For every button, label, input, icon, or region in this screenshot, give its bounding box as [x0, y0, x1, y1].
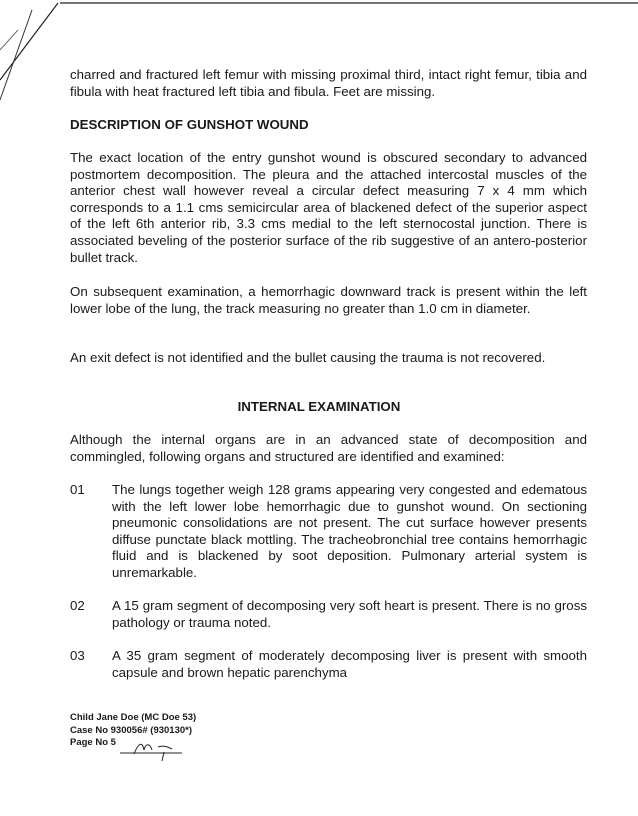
- footer-line-3: Page No 5: [70, 737, 116, 748]
- internal-examination-heading: INTERNAL EXAMINATION: [237, 399, 401, 414]
- exit-defect-paragraph: An exit defect is not identified and the bullet causing the trauma is not recovered.: [70, 350, 546, 365]
- item-number: 03: [70, 648, 85, 663]
- intro-paragraph: charred and fractured left femur with missing proximal third, intact right femur, tibia and fibula with heat fractured left tibia and fibula. Feet are missing.: [70, 67, 587, 99]
- handwritten-initials: [120, 738, 190, 762]
- footer-line-2: Case No 930056# (930130*): [70, 724, 193, 736]
- footer-line-1: Child Jane Doe (MC Doe 53): [70, 712, 197, 723]
- item-text: A 15 gram segment of decomposing very soft heart is present. There is no gross pathology or trauma noted.: [112, 598, 587, 630]
- track-paragraph: On subsequent examination, a hemorrhagic downward track is present within the left lower lobe of the lung, the track measuring no greater than 1.0 cm in diameter.: [70, 284, 587, 316]
- item-text: A 35 gram segment of moderately decomposing liver is present with smooth capsule and brown hepatic parenchyma: [112, 648, 587, 680]
- item-number: 02: [70, 598, 85, 613]
- gunshot-description-paragraph: The exact location of the entry gunshot wound is obscured secondary to advanced postmortem decomposition. The pleura and the attached intercostal muscles of the anterior chest wall however reveal a circular defect measuring 7 x 4 mm which corresponds to a 1.1 cms semicircular area of blackened defect of the superior aspect of the left 6th anterior rib, 3.3 cms medial to the left sternocostal junction. There is associated beveling of the posterior surface of the rib suggestive of an antero-posterior bullet track.: [70, 150, 587, 265]
- item-text: The lungs together weigh 128 grams appearing very congested and edematous with the left lower lobe hemorrhagic due to gunshot wound. On sectioning pneumonic consolidations are not present. The cut surface however presents diffuse punctate black mottling. The tracheobronchial tree contains hemorrhagic fluid and is blackened by soot deposition. Pulmonary arterial system is unremarkable.: [112, 482, 587, 580]
- gunshot-wound-heading: DESCRIPTION OF GUNSHOT WOUND: [70, 117, 309, 132]
- internal-intro-paragraph: Although the internal organs are in an advanced state of decomposition and commingled, following organs and structured are identified and examined:: [70, 432, 587, 464]
- item-number: 01: [70, 482, 85, 497]
